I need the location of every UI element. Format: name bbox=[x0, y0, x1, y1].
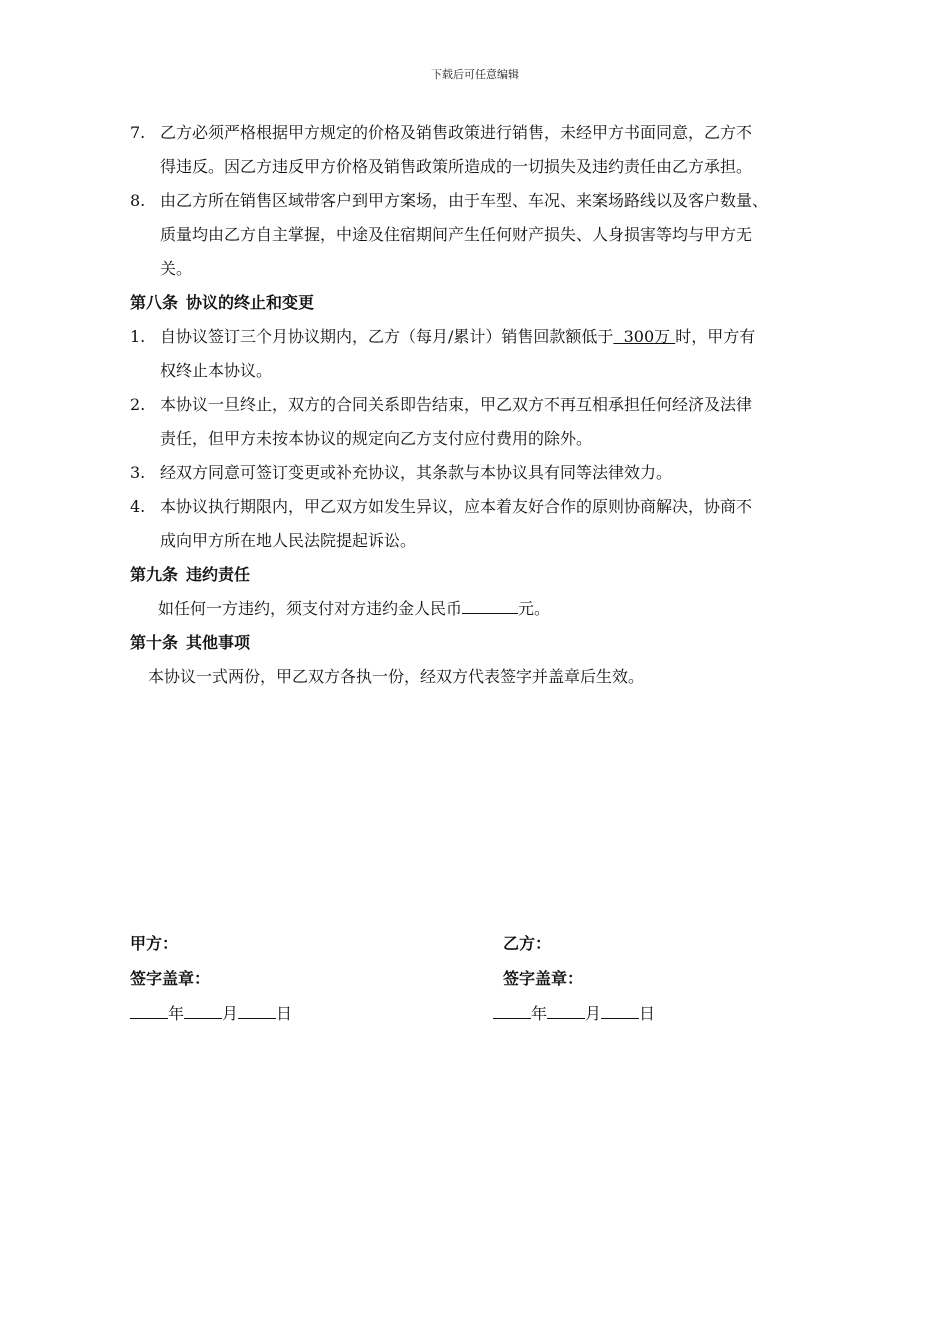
clause-number: 1. bbox=[130, 327, 146, 346]
year-blank bbox=[130, 1004, 168, 1019]
clause-text: 关。 bbox=[160, 259, 193, 278]
year-label: 年 bbox=[168, 1004, 185, 1023]
party-a-signature bbox=[130, 926, 292, 1031]
article-8-item-1 bbox=[130, 320, 882, 388]
article-8-item-4 bbox=[130, 490, 882, 558]
clause-text-after: 时，甲方有 bbox=[675, 327, 756, 346]
day-label: 日 bbox=[276, 1004, 293, 1023]
clause-number: 2. bbox=[130, 395, 146, 414]
threshold-amount: 300万 bbox=[613, 327, 676, 346]
party-b-date bbox=[493, 996, 655, 1031]
day-label: 日 bbox=[639, 1004, 656, 1023]
article-title: 违约责任 bbox=[186, 565, 251, 584]
month-label: 月 bbox=[585, 1004, 602, 1023]
penalty-text: 如任何一方违约，须支付对方违约金人民币 bbox=[158, 599, 463, 618]
clause-text: 由乙方所在销售区域带客户到甲方案场，由于车型、车况、来案场路线以及客户数量、 bbox=[160, 191, 769, 210]
clause-text: 乙方必须严格根据甲方规定的价格及销售政策进行销售，未经甲方书面同意，乙方不 bbox=[160, 123, 753, 142]
clause-text: 成向甲方所在地人民法院提起诉讼。 bbox=[160, 531, 417, 550]
clause-number: 3. bbox=[130, 463, 146, 482]
article-8-item-3 bbox=[130, 456, 882, 490]
clause-text: 经双方同意可签订变更或补充协议，其条款与本协议具有同等法律效力。 bbox=[160, 463, 673, 482]
article-number: 第九条 bbox=[130, 565, 179, 584]
clause-7 bbox=[130, 116, 882, 184]
month-label: 月 bbox=[222, 1004, 239, 1023]
clause-8 bbox=[130, 184, 882, 286]
clause-text: 质量均由乙方自主掌握，中途及住宿期间产生任何财产损失、人身损害等均与甲方无 bbox=[160, 225, 753, 244]
penalty-amount-blank bbox=[462, 599, 518, 614]
clause-text: 责任，但甲方未按本协议的规定向乙方支付应付费用的除外。 bbox=[160, 429, 593, 448]
year-blank bbox=[493, 1004, 531, 1019]
article-8-heading bbox=[130, 286, 882, 320]
party-b-signature bbox=[503, 926, 655, 1031]
clause-text: 权终止本协议。 bbox=[160, 361, 273, 380]
party-a-date bbox=[130, 996, 292, 1031]
party-b-seal-label: 签字盖章： bbox=[503, 969, 584, 988]
clause-text: 本协议执行期限内，甲乙双方如发生异议，应本着友好合作的原则协商解决，协商不 bbox=[160, 497, 753, 516]
party-a-label: 甲方： bbox=[130, 934, 179, 953]
article-title: 协议的终止和变更 bbox=[186, 293, 315, 312]
clause-text-before: 自协议签订三个月协议期内，乙方（每月/累计）销售回款额低于 bbox=[160, 327, 614, 346]
article-title: 其他事项 bbox=[186, 633, 251, 652]
article-8-item-2 bbox=[130, 388, 882, 456]
document-body bbox=[130, 116, 882, 694]
day-blank bbox=[601, 1004, 639, 1019]
article-9-text bbox=[130, 592, 882, 626]
clause-number: 8. bbox=[130, 191, 146, 210]
month-blank bbox=[547, 1004, 585, 1019]
clause-text bbox=[160, 320, 882, 354]
clause-number: 4. bbox=[130, 497, 146, 516]
clause-text: 本协议一旦终止，双方的合同关系即告结束，甲乙双方不再互相承担任何经济及法律 bbox=[160, 395, 753, 414]
month-blank bbox=[184, 1004, 222, 1019]
clause-text: 得违反。因乙方违反甲方价格及销售政策所造成的一切损失及违约责任由乙方承担。 bbox=[160, 157, 753, 176]
article-9-heading bbox=[130, 558, 882, 592]
page-header: 下载后可任意编辑 bbox=[431, 68, 519, 81]
party-a-seal-label: 签字盖章： bbox=[130, 969, 211, 988]
article-number: 第八条 bbox=[130, 293, 179, 312]
year-label: 年 bbox=[531, 1004, 548, 1023]
article-number: 第十条 bbox=[130, 633, 179, 652]
clause-number: 7. bbox=[130, 123, 146, 142]
day-blank bbox=[238, 1004, 276, 1019]
article-10-text: 本协议一式两份，甲乙双方各执一份，经双方代表签字并盖章后生效。 bbox=[148, 667, 645, 686]
party-b-label: 乙方： bbox=[503, 934, 552, 953]
penalty-unit: 元。 bbox=[518, 599, 551, 618]
article-10-heading bbox=[130, 626, 882, 660]
